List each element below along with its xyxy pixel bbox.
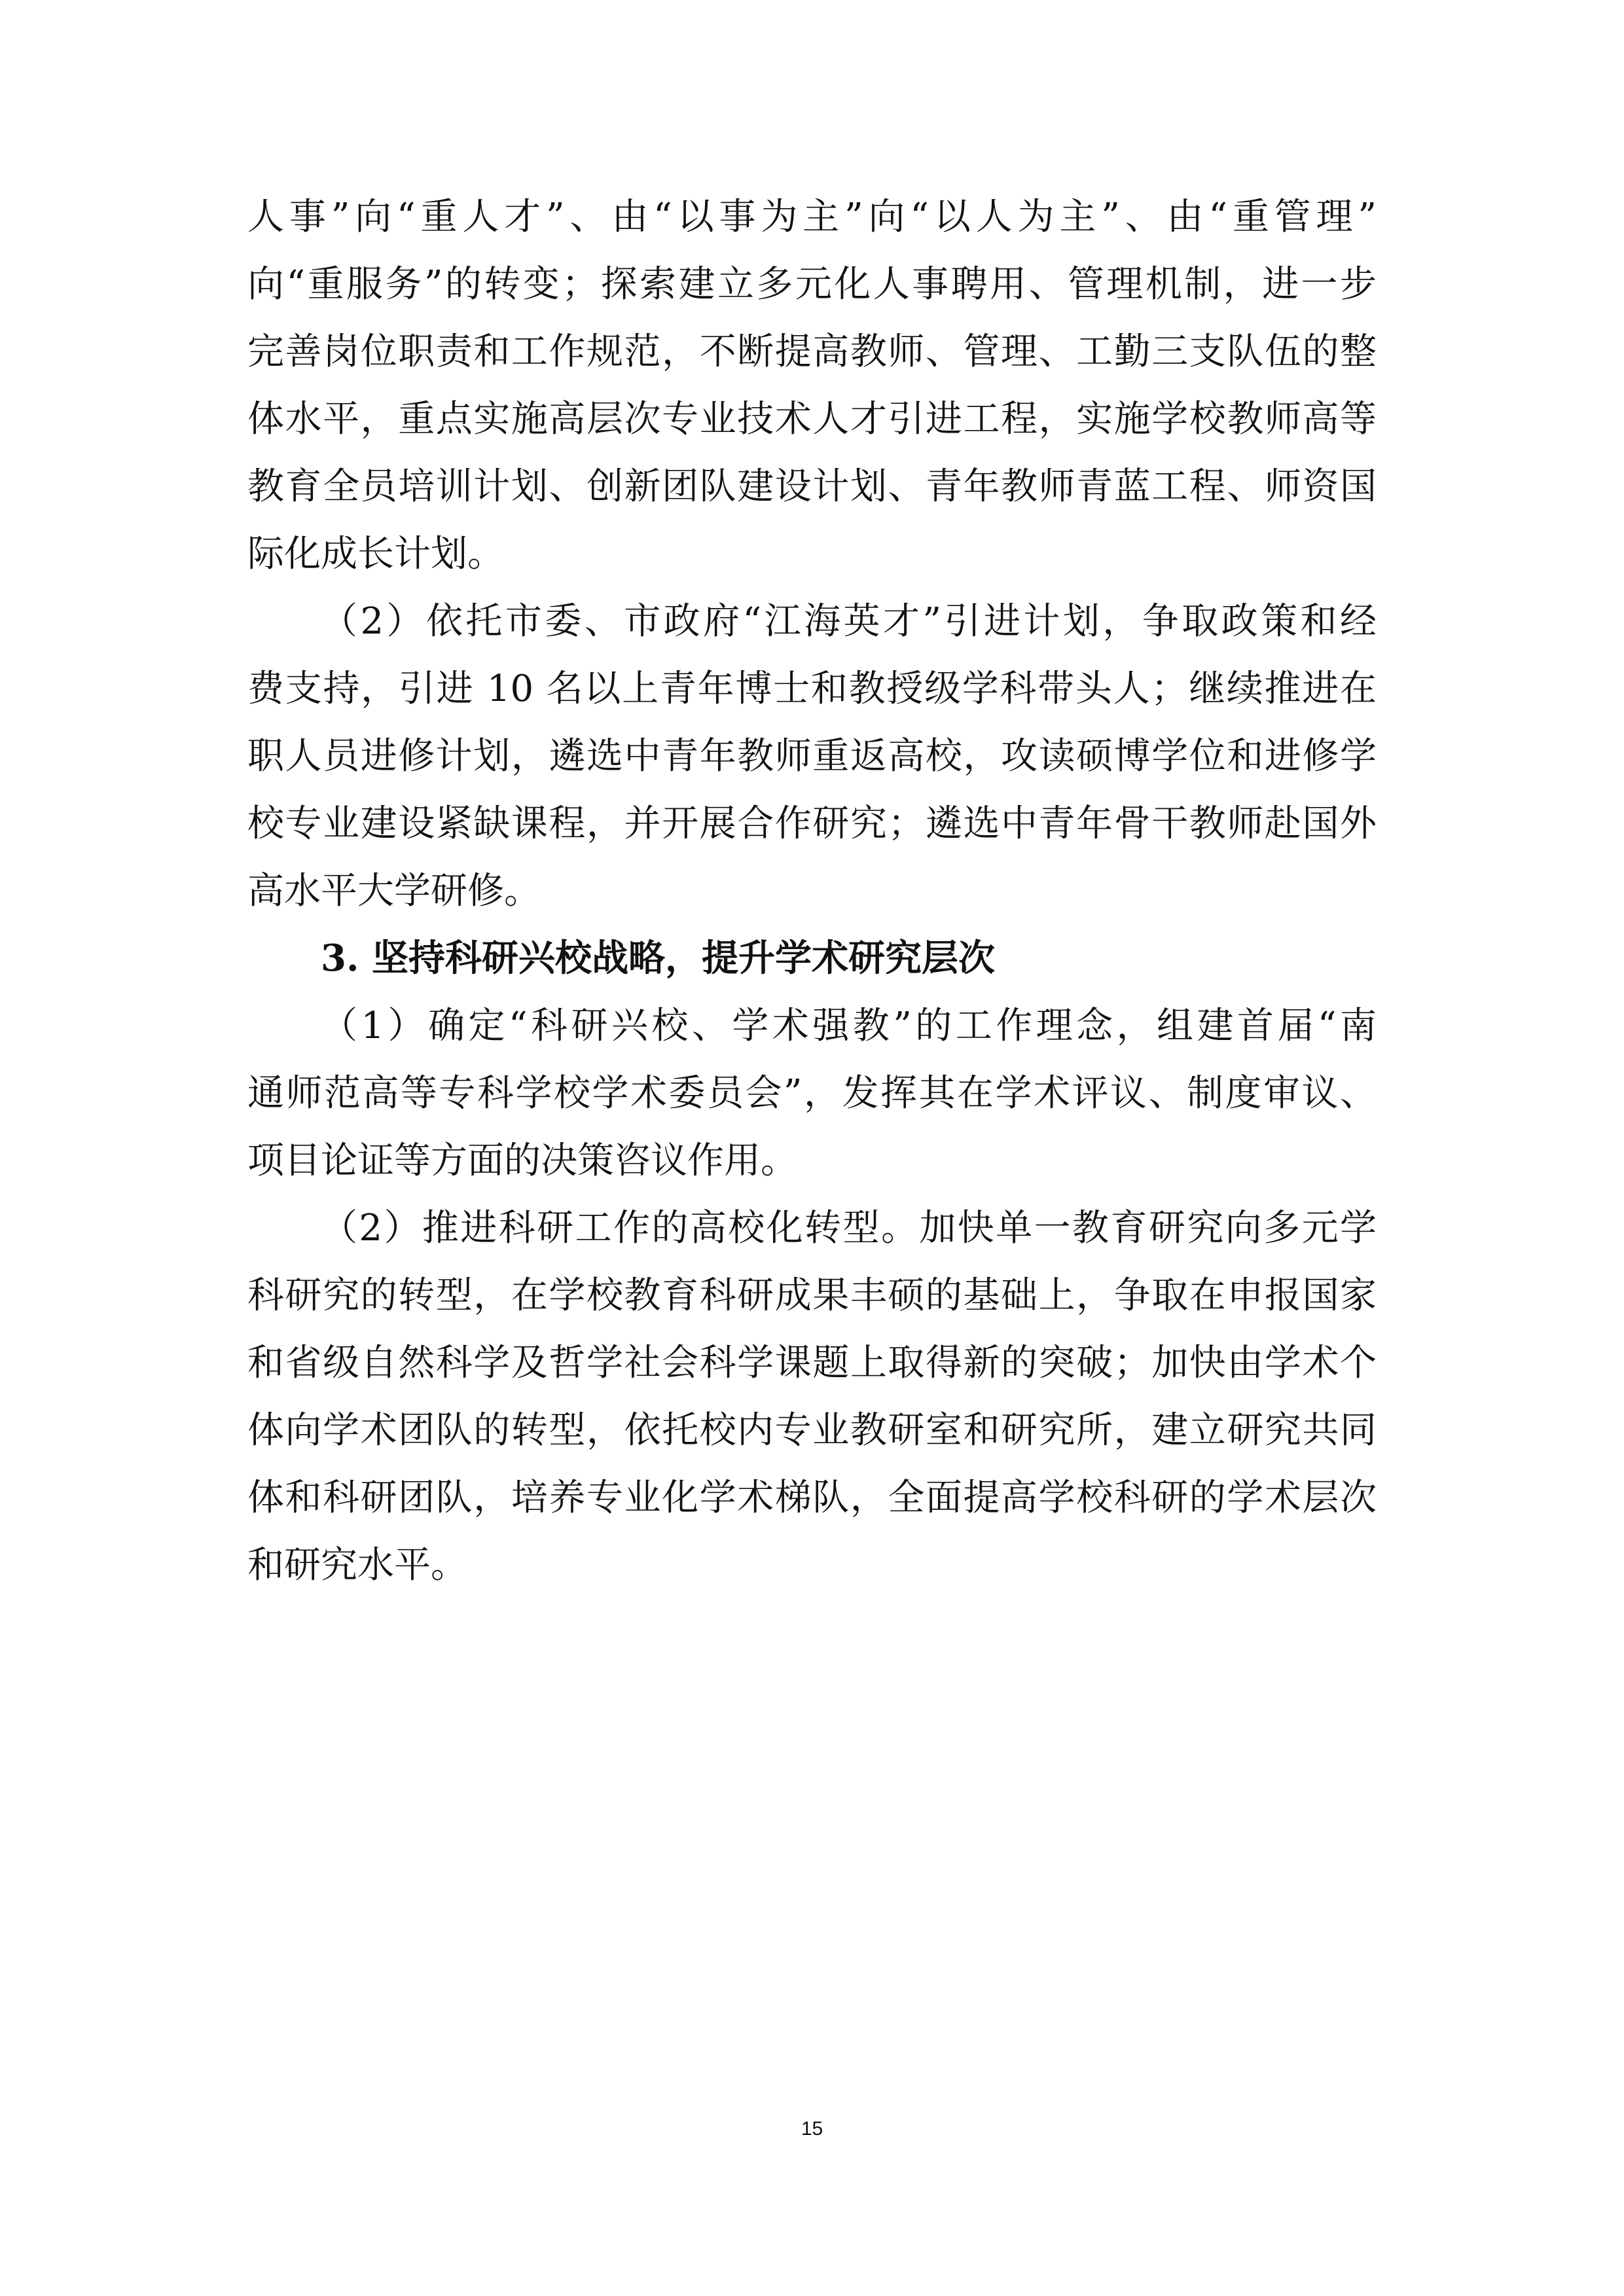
paragraph-line: 向“重服务”的转变；探索建立多元化人事聘用、管理机制，进一步 [247,263,1377,306]
paragraph-line: 完善岗位职责和工作规范，不断提高教师、管理、工勤三支队伍的整 [247,331,1377,373]
paragraph-line: （2）推进科研工作的高校化转型。加快单一教育研究向多元学 [321,1207,1377,1249]
paragraph-line: 职人员进修计划，遴选中青年教师重返高校，攻读硕博学位和进修学 [247,735,1377,778]
paragraph-line: 和研究水平。 [247,1544,467,1587]
paragraph-line: 费支持，引进 10 名以上青年博士和教授级学科带头人；继续推进在 [247,668,1377,710]
paragraph-line: 体水平，重点实施高层次专业技术人才引进工程，实施学校教师高等 [247,398,1377,440]
paragraph-line: 际化成长计划。 [247,533,504,575]
paragraph-line: 体和科研团队，培养专业化学术梯队，全面提高学校科研的学术层次 [247,1477,1377,1519]
paragraph-line: 教育全员培训计划、创新团队建设计划、青年教师青蓝工程、师资国 [247,465,1377,508]
paragraph-line: 通师范高等专科学校学术委员会”，发挥其在学术评议、制度审议、 [247,1072,1377,1115]
paragraph-line: 和省级自然科学及哲学社会科学课题上取得新的突破；加快由学术个 [247,1342,1377,1384]
paragraph-line: （1）确定“科研兴校、学术强教”的工作理念，组建首届“南 [321,1005,1377,1047]
body-text [247,183,1377,1599]
paragraph-line: （2）依托市委、市政府“江海英才”引进计划，争取政策和经 [321,600,1377,643]
page-number: 15 [801,2118,823,2140]
paragraph-line: 体向学术团队的转型，依托校内专业教研室和研究所，建立研究共同 [247,1409,1377,1452]
paragraph-line: 科研究的转型，在学校教育科研成果丰硕的基础上，争取在申报国家 [247,1274,1377,1317]
paragraph-line: 项目论证等方面的决策咨议作用。 [247,1139,797,1182]
paragraph-line: 校专业建设紧缺课程，并开展合作研究；遴选中青年骨干教师赴国外 [247,802,1377,845]
section-heading: 3. 坚持科研兴校战略，提升学术研究层次 [321,937,995,980]
paragraph-line: 高水平大学研修。 [247,870,541,912]
paragraph-line: 人事”向“重人才”、由“以事为主”向“以人为主”、由“重管理” [247,196,1377,238]
